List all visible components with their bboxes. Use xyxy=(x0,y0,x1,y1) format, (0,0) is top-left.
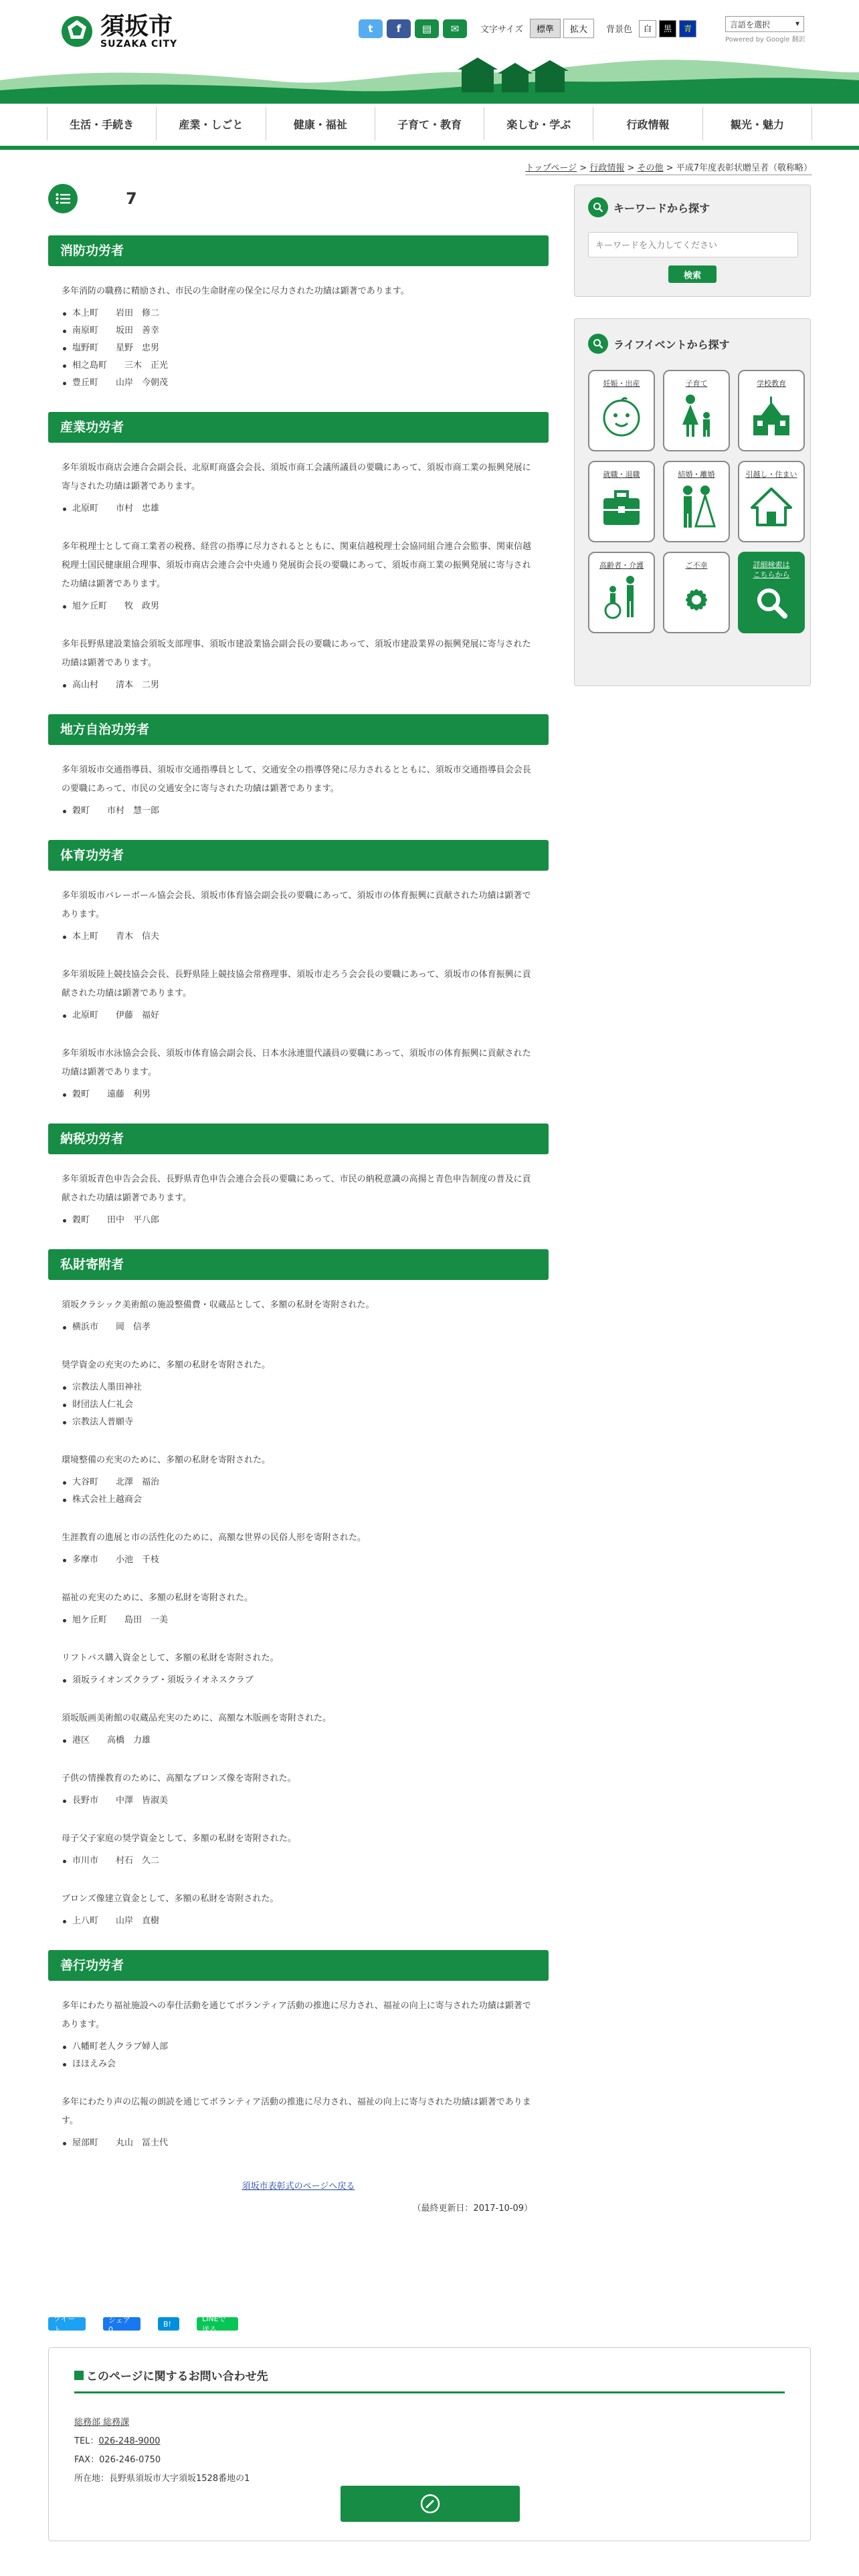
recipient-list xyxy=(62,598,535,615)
life-tile-label: 妊娠・出産 xyxy=(603,379,640,388)
award-group xyxy=(62,761,535,820)
nav-item-tourism[interactable]: 観光・魅力 xyxy=(703,107,812,140)
recipient-item: 穀町 田中 平八郎 xyxy=(62,1212,535,1229)
nav-divider xyxy=(0,146,859,150)
page-heading xyxy=(48,182,549,215)
breadcrumb-separator: > xyxy=(624,163,638,173)
award-group xyxy=(62,1296,535,1336)
mail-icon[interactable]: ✉ xyxy=(443,19,467,38)
award-reason: リフトバス購入資金として、多額の私財を寄附された。 xyxy=(62,1653,279,1663)
contact-box xyxy=(48,2347,811,2541)
recipient-item: 株式会社上越商会 xyxy=(62,1491,535,1509)
bg-black-button[interactable]: 黒 xyxy=(659,20,676,37)
award-group xyxy=(62,1589,535,1629)
contact-tel-link[interactable]: 026-248-9000 xyxy=(98,2436,161,2446)
award-reason: 子供の情操教育のために、高額なブロンズ像を寄附された。 xyxy=(62,1774,296,1784)
site-logo[interactable] xyxy=(60,13,177,49)
award-group xyxy=(62,282,535,392)
keyword-search-button[interactable]: 検索 xyxy=(668,265,717,283)
life-tile-label: 子育て xyxy=(685,379,708,388)
life-tile-advanced-search[interactable] xyxy=(738,552,805,633)
recipient-item: 屋部町 丸山 冨士代 xyxy=(62,2135,535,2152)
award-group xyxy=(62,966,535,1025)
section-body xyxy=(48,1170,549,1229)
recipient-list xyxy=(62,1474,535,1509)
powered-by-google: Powered by Google 翻訳 xyxy=(725,36,805,43)
hatena-bookmark-button[interactable]: B! xyxy=(158,2317,179,2331)
share-buttons xyxy=(48,2315,256,2334)
recipient-list xyxy=(62,1913,535,1930)
translate-widget xyxy=(725,16,805,43)
contact-details xyxy=(74,2413,785,2488)
life-tile-label: ご不幸 xyxy=(685,561,708,570)
section-body xyxy=(48,761,549,820)
award-group xyxy=(62,1997,535,2073)
chrysanthemum-icon xyxy=(673,574,720,621)
recipient-item: 北原町 市村 忠雄 xyxy=(62,500,535,518)
twitter-icon[interactable]: t xyxy=(359,19,383,38)
keyword-search-input[interactable] xyxy=(588,232,798,257)
recipient-item: 港区 高橋 力雄 xyxy=(62,1732,535,1749)
award-group xyxy=(62,459,535,518)
font-size-label: 文字サイズ xyxy=(480,25,523,35)
award-group xyxy=(62,1769,535,1810)
breadcrumb-other[interactable]: その他 xyxy=(637,163,664,173)
bg-color-label: 背景色 xyxy=(606,25,633,35)
breadcrumb xyxy=(525,160,812,175)
award-reason: 須坂クラシック美術館の施設整備費・収蔵品として、多額の私財を寄附された。 xyxy=(62,1300,375,1310)
recipient-list xyxy=(62,1852,535,1870)
award-group xyxy=(62,538,535,615)
life-tile-marriage[interactable] xyxy=(663,461,730,542)
recipient-item: 上八町 山岸 直樹 xyxy=(62,1913,535,1930)
award-group xyxy=(62,1890,535,1930)
recipient-item: 南原町 坂田 善幸 xyxy=(62,322,535,340)
life-tile-label: 引越し・住まい xyxy=(745,470,797,479)
section-body xyxy=(48,459,549,694)
life-tile-elderly[interactable] xyxy=(588,552,655,633)
wedding-couple-icon xyxy=(673,484,720,530)
recipient-item: 旭ケ丘町 島田 一美 xyxy=(62,1612,535,1629)
recipient-list xyxy=(62,1212,535,1229)
recipient-item: 多摩市 小池 千枝 xyxy=(62,1551,535,1569)
award-reason: 多年税理士として商工業者の税務、経営の指導に尽力されるとともに、関東信越税理士会協同組合連合会監事、関東信越税理士国民健康組合理事、須坂市商店会連合会中央通り発展街会長の要職にあって、須坂市商工業の振興発展に寄与された功績は顕著であります。 xyxy=(62,542,532,589)
life-tile-label: 就職・退職 xyxy=(603,470,640,479)
page-title: 7 xyxy=(126,189,137,208)
life-tile-pregnancy[interactable] xyxy=(588,370,655,451)
contact-tel-label: TEL： xyxy=(74,2436,99,2446)
recipient-list xyxy=(62,1379,535,1431)
award-reason: 多年須坂青色申告会会長、長野県青色申告会連合会長の要職にあって、市民の納税意識の高揚と青色申告制度の普及に貢献された功績は顕著であります。 xyxy=(62,1174,531,1203)
recipient-item: 大谷町 北澤 福治 xyxy=(62,1474,535,1491)
award-reason: 多年須坂陸上競技協会会長、長野県陸上競技協会常務理事、須坂市走ろう会会長の要職にあって、須坂市の体育振興に貢献された功績は顕著であります。 xyxy=(62,970,531,998)
recipient-item: 相之島町 三木 正光 xyxy=(62,357,535,374)
rss-icon[interactable]: ▤ xyxy=(415,19,439,38)
award-group xyxy=(62,1170,535,1229)
contact-fax: FAX：026-246-0750 xyxy=(74,2455,161,2465)
recipient-list xyxy=(62,1551,535,1569)
award-reason: 多年長野県建設業協会須坂支部理事、須坂市建設業協会副会長の要職にあって、須坂市建設業界の振興発展に寄与された功績は顕著であります。 xyxy=(62,639,531,668)
nav-item-admin[interactable]: 行政情報 xyxy=(593,107,702,140)
award-group xyxy=(62,2093,535,2152)
contact-address: 所在地：長野県須坂市大字須坂1528番地の1 xyxy=(74,2474,250,2484)
bg-blue-button[interactable]: 青 xyxy=(679,20,696,37)
language-select-value: 言語を選択 xyxy=(730,20,771,29)
nav-item-health[interactable]: 健康・福祉 xyxy=(266,107,375,140)
elderly-care-icon xyxy=(598,574,645,621)
award-group xyxy=(62,1529,535,1569)
recipient-item: 本上町 岩田 修二 xyxy=(62,305,535,322)
life-tile-label: 高齢者・介護 xyxy=(599,561,644,570)
recipient-item: 穀町 遠藤 利男 xyxy=(62,1086,535,1103)
recipient-list xyxy=(62,500,535,518)
breadcrumb-top[interactable]: トップページ xyxy=(525,163,577,173)
life-tile-label: 学校教育 xyxy=(757,379,786,388)
search-icon xyxy=(588,334,608,354)
award-group xyxy=(62,1356,535,1431)
recipient-item: 八幡町老人クラブ婦人部 xyxy=(62,2038,535,2056)
life-event-panel xyxy=(574,318,811,686)
recipient-list xyxy=(62,1086,535,1103)
section-heading: 私財寄附者 xyxy=(48,1249,549,1280)
advanced-search-label-line1: 詳細検索は xyxy=(753,560,790,569)
logo-english: SUZAKA CITY xyxy=(100,39,178,49)
pencil-icon xyxy=(420,2494,440,2514)
contact-department-link[interactable]: 総務部 総務課 xyxy=(74,2418,130,2428)
award-reason: 生涯教育の進展と市の活性化のために、高額な世界の民俗人形を寄附された。 xyxy=(62,1533,367,1543)
award-group xyxy=(62,1830,535,1870)
recipient-list xyxy=(62,802,535,820)
baby-face-icon xyxy=(598,393,645,439)
award-reason: 須坂版画美術館の収蔵品充実のために、高額な木版画を寄附された。 xyxy=(62,1713,332,1723)
section-heading: 産業功労者 xyxy=(48,412,549,443)
main-content xyxy=(48,182,549,2214)
award-reason: 奨学資金の充実のために、多額の私財を寄附された。 xyxy=(62,1360,271,1370)
search-icon xyxy=(753,584,790,621)
award-reason: 多年須坂市バレーボール協会会長、須坂市体育協会副会長の要職にあって、須坂市の体育振興に貢献された功績は顕著であります。 xyxy=(62,891,531,920)
font-large-button[interactable]: 拡大 xyxy=(563,19,594,38)
nav-item-life[interactable]: 生活・手続き xyxy=(47,107,157,140)
back-link-wrap xyxy=(48,2179,549,2191)
life-tile-bereavement[interactable] xyxy=(663,552,730,633)
logo-japanese: 須坂市 xyxy=(100,12,173,40)
recipient-item: 須坂ライオンズクラブ・須坂ライオネスクラブ xyxy=(62,1672,535,1689)
breadcrumb-admin[interactable]: 行政情報 xyxy=(589,163,625,173)
section-body xyxy=(48,282,549,392)
recipient-list xyxy=(62,1612,535,1629)
award-reason: 多年消防の職務に精励され、市民の生命財産の保全に尽力された功績は顕著であります。 xyxy=(62,286,409,296)
award-group xyxy=(62,635,535,694)
site-header xyxy=(0,0,859,100)
mail-icon xyxy=(74,2371,84,2380)
recipient-list xyxy=(62,1672,535,1689)
keyword-search-heading xyxy=(588,197,797,217)
section-heading: 善行功労者 xyxy=(48,1950,549,1981)
recipient-list xyxy=(62,1732,535,1749)
award-group xyxy=(62,1045,535,1103)
chevron-down-icon: ▾ xyxy=(795,19,799,28)
award-reason: 多年須坂市商店会連合会副会長、北原町商盛会会長、須坂市商工会議所議員の要職にあって、須坂市商工業の振興発展に寄与された功績は顕著であります。 xyxy=(62,463,531,492)
recipient-item: 高山村 清本 二男 xyxy=(62,677,535,694)
list-icon xyxy=(48,184,78,213)
recipient-item: 豊丘町 山岸 今朝茂 xyxy=(62,374,535,392)
section-heading: 納税功労者 xyxy=(48,1123,549,1154)
life-tile-employment[interactable] xyxy=(588,461,655,542)
keyword-search-title: キーワードから探す xyxy=(613,201,710,215)
nav-item-childcare[interactable]: 子育て・教育 xyxy=(375,107,484,140)
recipient-item: 横浜市 岡 信孝 xyxy=(62,1319,535,1336)
life-event-title: ライフイベントから探す xyxy=(613,338,730,351)
section-body xyxy=(48,887,549,1103)
breadcrumb-separator: > xyxy=(663,163,676,173)
last-updated: （最終更新日：2017-10-09） xyxy=(412,2204,533,2214)
recipient-item: 財団法人仁礼会 xyxy=(62,1396,535,1414)
life-tile-childcare[interactable] xyxy=(663,370,730,451)
recipient-item: ほほえみ会 xyxy=(62,2056,535,2073)
recipient-item: 塩野町 星野 忠男 xyxy=(62,340,535,357)
award-sections xyxy=(48,235,549,2152)
life-event-heading xyxy=(588,334,797,354)
recipient-list xyxy=(62,1007,535,1025)
award-group xyxy=(62,1649,535,1689)
facebook-share-button[interactable]: シェア 0 xyxy=(103,2317,140,2331)
section-heading: 体育功労者 xyxy=(48,840,549,871)
life-tile-label: 結婚・離婚 xyxy=(678,470,715,479)
section-body xyxy=(48,1997,549,2152)
recipient-item: 宗教法人普願寺 xyxy=(62,1414,535,1431)
award-reason: 多年須坂市水泳協会会長、須坂市体育協会副会長、日本水泳連盟代議員の要職にあって、須坂市の体育振興に貢献された功績は顕著であります。 xyxy=(62,1049,531,1077)
recipient-item: 長野市 中澤 皆淑美 xyxy=(62,1792,535,1810)
advanced-search-label-line2: こちらから xyxy=(753,570,790,579)
award-reason: ブロンズ像建立資金として、多額の私財を寄附された。 xyxy=(62,1894,279,1904)
tweet-button[interactable]: ツイート xyxy=(48,2317,86,2331)
recipient-list xyxy=(62,928,535,946)
life-tile-moving[interactable] xyxy=(738,461,805,542)
section-heading: 地方自治功労者 xyxy=(48,714,549,745)
line-share-button[interactable]: LINEで送る xyxy=(197,2317,238,2331)
header-tools xyxy=(359,19,699,38)
award-reason: 多年にわたり声の広報の朗読を通じてボランティア活動の推進に尽力され、福祉の向上に寄与された功績は顕著であります。 xyxy=(62,2097,531,2126)
award-reason: 環境整備の充実のために、多額の私財を寄附された。 xyxy=(62,1455,271,1465)
recipient-list xyxy=(62,305,535,392)
recipient-item: 本上町 青木 信夫 xyxy=(62,928,535,946)
award-group xyxy=(62,1709,535,1749)
inquiry-form-button[interactable] xyxy=(341,2486,520,2522)
award-group xyxy=(62,887,535,946)
bg-white-button[interactable]: 白 xyxy=(639,20,656,37)
recipient-list xyxy=(62,2038,535,2073)
section-heading: 消防功労者 xyxy=(48,235,549,266)
life-event-grid xyxy=(588,370,797,633)
recipient-item: 宗教法人墨田神社 xyxy=(62,1379,535,1396)
award-reason: 母子父子家庭の奨学資金として、多額の私財を寄附された。 xyxy=(62,1834,296,1844)
global-nav xyxy=(47,107,812,140)
recipient-item: 旭ケ丘町 牧 政男 xyxy=(62,598,535,615)
font-standard-button[interactable]: 標準 xyxy=(530,19,561,38)
facebook-icon[interactable]: f xyxy=(387,19,411,38)
recipient-item: 北原町 伊藤 福好 xyxy=(62,1007,535,1025)
school-icon xyxy=(748,393,795,439)
breadcrumb-separator: > xyxy=(577,163,590,173)
nav-item-industry[interactable]: 産業・しごと xyxy=(157,107,266,140)
recipient-list xyxy=(62,2135,535,2152)
breadcrumb-current: 平成7年度表彰状贈呈者（敬称略） xyxy=(676,163,812,173)
award-reason: 福祉の充実のために、多額の私財を寄附された。 xyxy=(62,1593,254,1603)
search-icon xyxy=(588,197,608,217)
keyword-search-panel xyxy=(574,185,811,297)
section-body xyxy=(48,1296,549,1930)
life-tile-school[interactable] xyxy=(738,370,805,451)
house-icon xyxy=(748,484,795,530)
parent-child-icon xyxy=(673,393,720,439)
briefcase-icon xyxy=(598,484,645,530)
award-reason: 多年須坂市交通指導員、須坂市交通指導員として、交通安全の指導啓発に尽力されるとともに、須坂市交通指導員会会長の要職にあって、市民の交通安全に寄与された功績は顕著であります。 xyxy=(62,765,531,794)
header-hills-decoration xyxy=(0,53,859,104)
contact-heading xyxy=(74,2367,785,2393)
advanced-search-label xyxy=(753,560,790,580)
recipient-list xyxy=(62,677,535,694)
recipient-item: 市川市 村石 久二 xyxy=(62,1852,535,1870)
award-group xyxy=(62,1451,535,1509)
award-reason: 多年にわたり福祉施設への奉仕活動を通じてボランティア活動の推進に尽力され、福祉の向上に寄与された功績は顕著であります。 xyxy=(62,2001,531,2030)
back-to-ceremony-link[interactable]: 須坂市表彰式のページへ戻る xyxy=(242,2181,355,2191)
contact-title: このページに関するお問い合わせ先 xyxy=(86,2370,268,2383)
recipient-list xyxy=(62,1792,535,1810)
city-emblem-icon xyxy=(60,15,94,48)
recipient-item: 穀町 市村 慧一郎 xyxy=(62,802,535,820)
language-select[interactable] xyxy=(725,16,804,32)
nav-item-enjoy[interactable]: 楽しむ・学ぶ xyxy=(484,107,593,140)
recipient-list xyxy=(62,1319,535,1336)
